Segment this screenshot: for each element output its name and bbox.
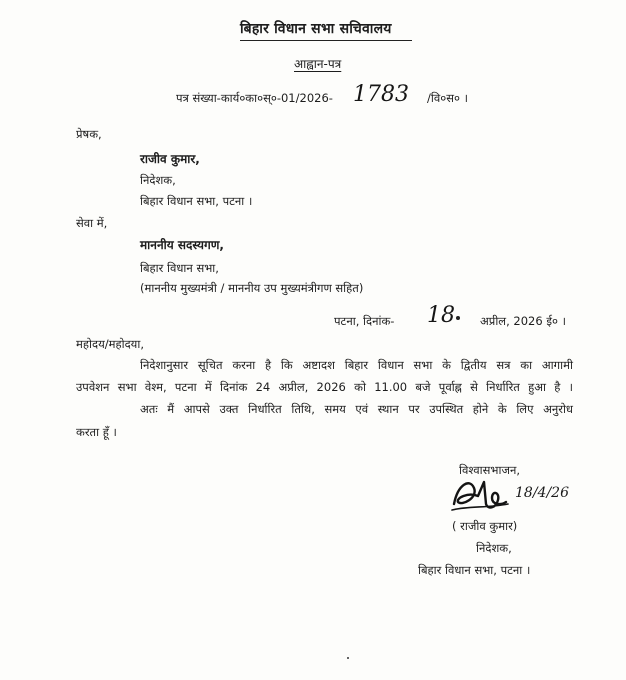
sender-office: बिहार विधान सभा, पटना ।	[140, 194, 253, 208]
body-para1-line2: उपवेशन सभा वेश्म, पटना में दिनांक 24 अप्रील, 2026 को 11.00 बजे पूर्वाह्न से निर्धारित हुआ है ।	[76, 380, 573, 394]
reference-prefix: पत्र संख्या-कार्य०का०स्०-01/2026-	[176, 91, 333, 105]
handwritten-dot	[456, 316, 460, 320]
sender-name: राजीव कुमार,	[140, 152, 200, 166]
title-underline	[240, 40, 412, 41]
body-para2-line2: करता हूँ ।	[76, 425, 117, 439]
handwritten-signature-date: 18/4/26	[515, 485, 569, 501]
scan-speck	[347, 657, 349, 659]
date-prefix: पटना, दिनांक-	[334, 314, 395, 328]
handwritten-reference-number: 1783	[353, 82, 409, 107]
body-para2-line1: अतः मैं आपसे उक्त निर्धारित तिथि, समय एवं स्थान पर उपस्थित होने के लिए अनुरोध	[140, 402, 573, 416]
sender-designation: निदेशक,	[140, 173, 176, 187]
office-title: बिहार विधान सभा सचिवालय	[240, 21, 392, 37]
handwritten-date-day: 18	[427, 303, 455, 328]
body-para1-line1: निदेशानुसार सूचित करना है कि अष्टादश बिहार विधान सभा के द्वितीय सत्र का आगामी	[140, 358, 573, 372]
signatory-office: बिहार विधान सभा, पटना ।	[418, 563, 531, 577]
salutation: महोदय/महोदया,	[76, 337, 144, 351]
sender-label: प्रेषक,	[76, 127, 102, 141]
signature-scribble	[448, 474, 510, 516]
date-suffix: अप्रील, 2026 ई० ।	[480, 314, 566, 328]
signatory-designation: निदेशक,	[476, 541, 512, 555]
recipient-name: माननीय सदस्यगण,	[140, 238, 224, 252]
recipient-office: बिहार विधान सभा,	[140, 261, 219, 275]
document-type: आह्वान-पत्र	[294, 57, 342, 71]
recipient-note: (माननीय मुख्यमंत्री / माननीय उप मुख्यमंत्रीगण सहित)	[140, 281, 364, 295]
recipient-label: सेवा में,	[76, 216, 108, 230]
reference-suffix: /वि०स० ।	[427, 91, 468, 105]
signatory-name: ( राजीव कुमार)	[452, 519, 518, 533]
valediction: विश्वासभाजन,	[459, 463, 521, 477]
